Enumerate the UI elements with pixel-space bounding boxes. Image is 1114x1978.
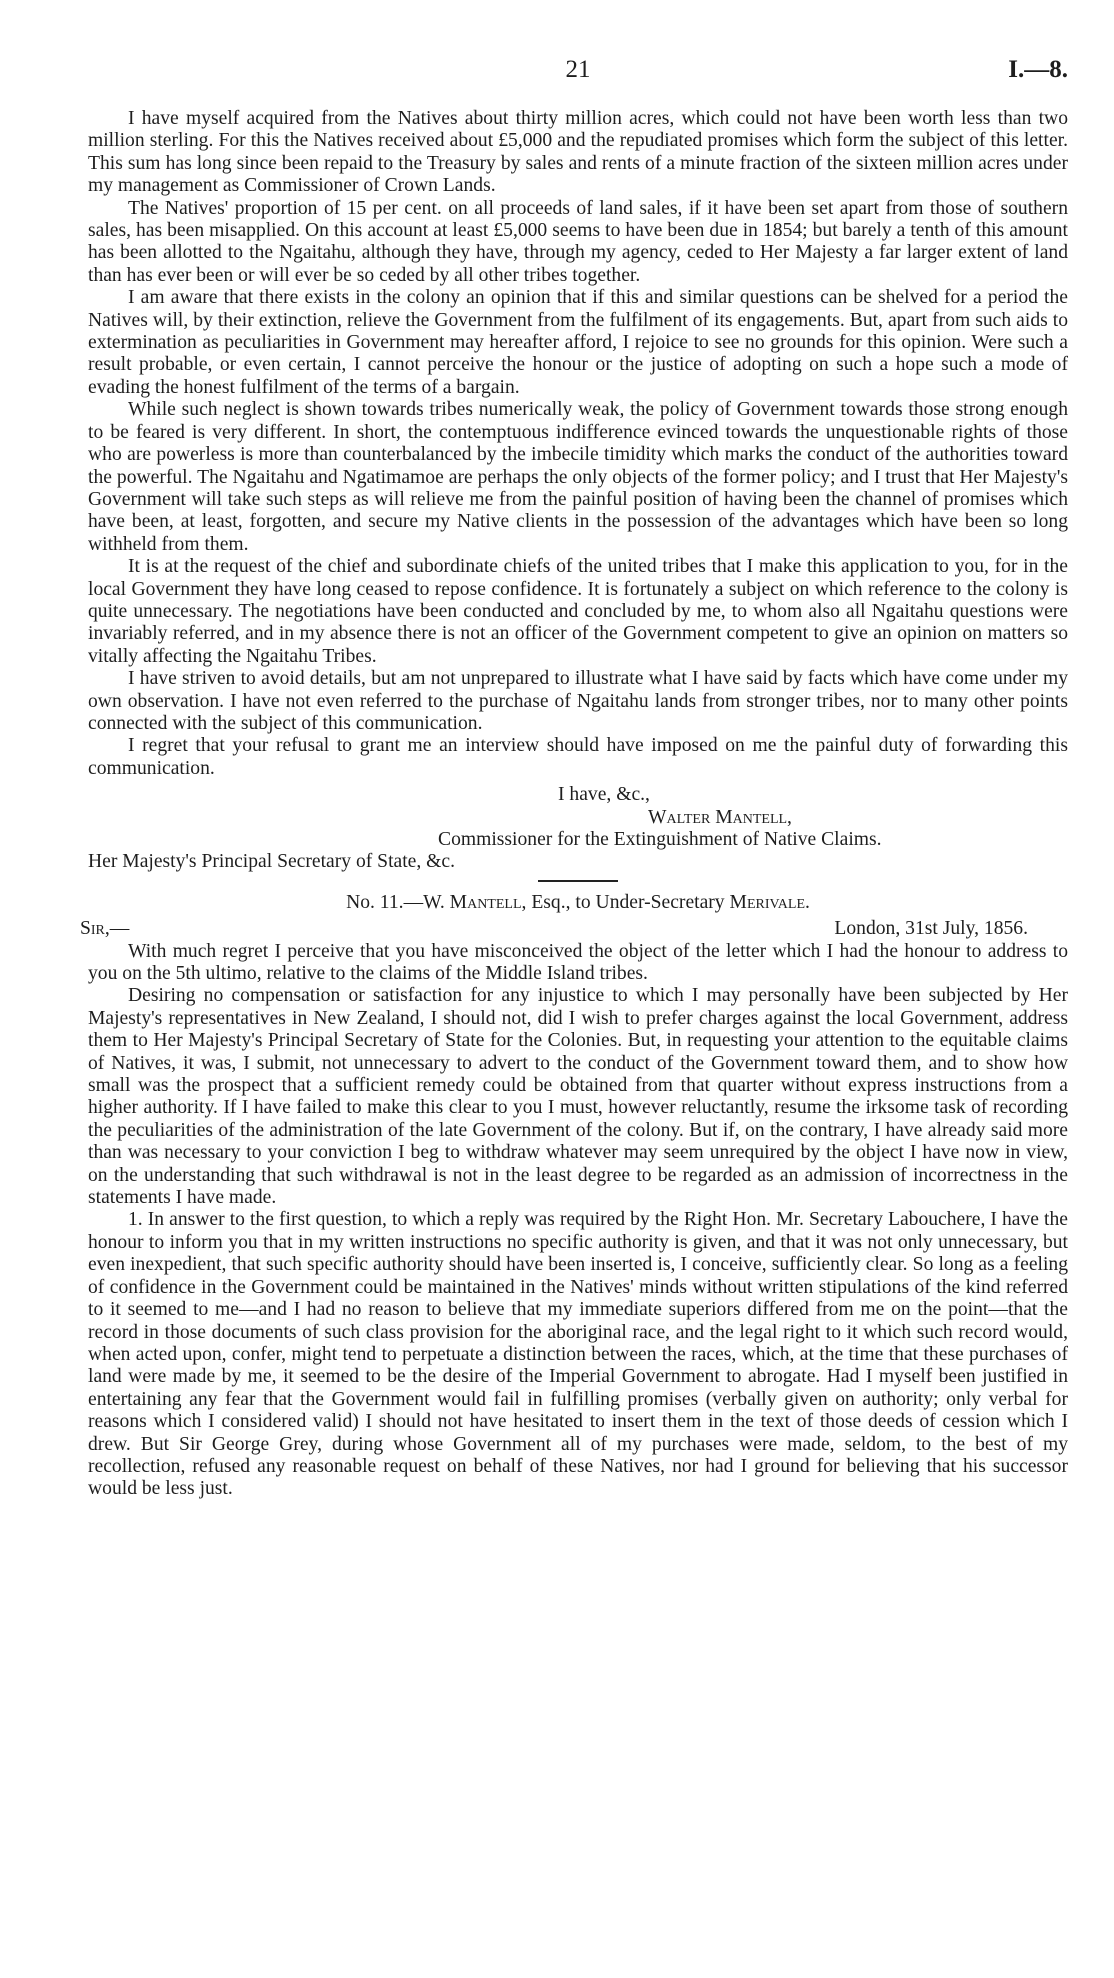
page-header [88,56,1068,92]
paragraph: I regret that your refusal to grant me an interview should have imposed on me the painful duty of forwarding this communication. [88,735,1068,779]
divider [538,880,618,882]
title-name-mantell: Mantell [449,891,522,913]
title-name-merivale: Merivale [729,891,806,913]
signatory-name: Walter Mantell, [648,806,792,828]
page-body [80,108,1068,1501]
signature-block [88,784,1068,874]
paragraph: Desiring no compensation or satisfaction for any injustice to which I may personally have been subjected by Her Majesty's representatives in New Zealand, I should not, did I wish to prefer charges against the local Government, address them to Her Majesty's Principal Secretary of State for the Colonies. But, in requesting your attention to the equitable claims of Natives, it was, I submit, not unnecessary to advert to the conduct of the Government toward them, and to show how small was the prospect that a sufficient remedy could be obtained from that quarter without express instructions from a higher authority. If I have failed to make this clear to you I must, however reluctantly, resume the irksome task of recording the peculiarities of the administration of the late Government of the colony. But if, on the contrary, I have already said more than was necessary to your conviction I beg to withdraw whatever may seem unrequired by the object I have now in view, on the understanding that such withdrawal is not in the least degree to be regarded as an admission of incorrectness in the statements I have made. [88,985,1068,1209]
paragraph: The Natives' proportion of 15 per cent. on all proceeds of land sales, if it have been set apart from those of southern sales, has been misapplied. On this account at least £5,000 seems to have been due in 1854; but barely a tenth of this amount has been allotted to the Ngaitahu, although they have, through my agency, ceded to Her Majesty a far larger extent of land than has ever been or will ever be so ceded by all other tribes together. [88,197,1068,286]
paragraph: With much regret I perceive that you have misconceived the object of the letter which I had the honour to address to you on the 5th ultimo, relative to the claims of the Middle Island tribes. [88,940,1068,985]
salutation: Sir,— [80,918,130,940]
letter-title [88,892,1068,914]
page-number: 21 [565,56,591,83]
signatory-title: Commissioner for the Extinguishment of Native Claims. [438,829,882,850]
document-page [80,0,1068,1978]
letter-date: London, 31st July, 1856. [834,918,1028,940]
paragraph: While such neglect is shown towards tribes numerically weak, the policy of Government towards those strong enough to be feared is very different. In short, the contemptuous indifference evinced towards the unquestionable rights of those who are powerless is more than counterbalanced by the imbecile timidity which marks the conduct of the authorities toward the powerful. The Ngaitahu and Ngatimamoe are perhaps the only objects of the former policy; and I trust that Her Majesty's Government will take such steps as will relieve me from the painful position of having been the channel of promises which have been, at least, forgotten, and secure my Native clients in the possession of the advantages which have been so long withheld from them. [88,399,1068,555]
paragraph: I am aware that there exists in the colony an opinion that if this and similar questions can be shelved for a period the Natives will, by their extinction, relieve the Government from the fulfilment of its engagements. But, apart from such aids to extermination as peculiarities in Government may hereafter afford, I rejoice to see no grounds for this opinion. Were such a result probable, or even certain, I cannot perceive the honour or the justice of adopting on such a hope such a mode of evading the honest fulfilment of the terms of a bargain. [88,287,1068,398]
document-reference: I.—8. [1008,56,1068,83]
closing: I have, &c., [558,784,650,806]
title-mid: , Esq., to Under-Secretary [521,891,730,913]
addressee: Her Majesty's Principal Secretary of State, &c. [88,851,455,873]
paragraph: It is at the request of the chief and subordinate chiefs of the united tribes that I make this application to you, for in the local Government they have long ceased to repose confidence. It is fortunately a subject on which reference to the colony is quite unnecessary. The negotiations have been conducted and concluded by me, to whom also all Ngaitahu questions were invariably referred, and in my absence there is not an officer of the Government competent to give an opinion on matters so vitally affecting the Ngaitahu Tribes. [88,556,1068,667]
paragraph: I have striven to avoid details, but am not unprepared to illustrate what I have said by facts which have come under my own observation. I have not even referred to the purchase of Ngaitahu lands from stronger tribes, nor to many other points connected with the subject of this communication. [88,668,1068,734]
paragraph: 1. In answer to the first question, to which a reply was required by the Right Hon. Mr. Secretary Labouchere, I have the honour to inform you that in my written instructions no specific authority is given, and that it was not only unnecessary, but even inexpedient, that such specific authority should have been inserted is, I conceive, sufficiently clear. So long as a feeling of confidence in the Government could be maintained in the Natives' minds without written stipulations of the kind referred to it seemed to me—and I had no reason to believe that my immediate superiors differed from me on the point—that the record in those documents of such class provision for the aboriginal race, and the legal right to it which such record would, when acted upon, confer, might tend to perpetuate a distinction between the races, which, at the time that these purchases of land were made by me, it seemed to be the desire of the Imperial Government to abrogate. Had I myself been justified in entertaining any fear that the Government would fail in fulfilling promises (verbally given on authority; only verbal for reasons which I considered valid) I should not have hesitated to insert them in the text of those deeds of cession which I drew. But Sir George Grey, during whose Government all of my purchases were made, seldom, to the best of my recollection, refused any reasonable request on behalf of these Natives, nor had I ground for believing that his successor would be less just. [88,1209,1068,1500]
salutation-line [80,918,1068,940]
title-end: . [805,891,810,913]
paragraph: I have myself acquired from the Natives about thirty million acres, which could not have been worth less than two million sterling. For this the Natives received about £5,000 and the repudiated promises which form the subject of this letter. This sum has long since been repaid to the Treasury by sales and rents of a minute fraction of the sixteen million acres under my management as Commissioner of Crown Lands. [88,108,1068,197]
title-prefix: No. 11.—W. [346,891,450,913]
